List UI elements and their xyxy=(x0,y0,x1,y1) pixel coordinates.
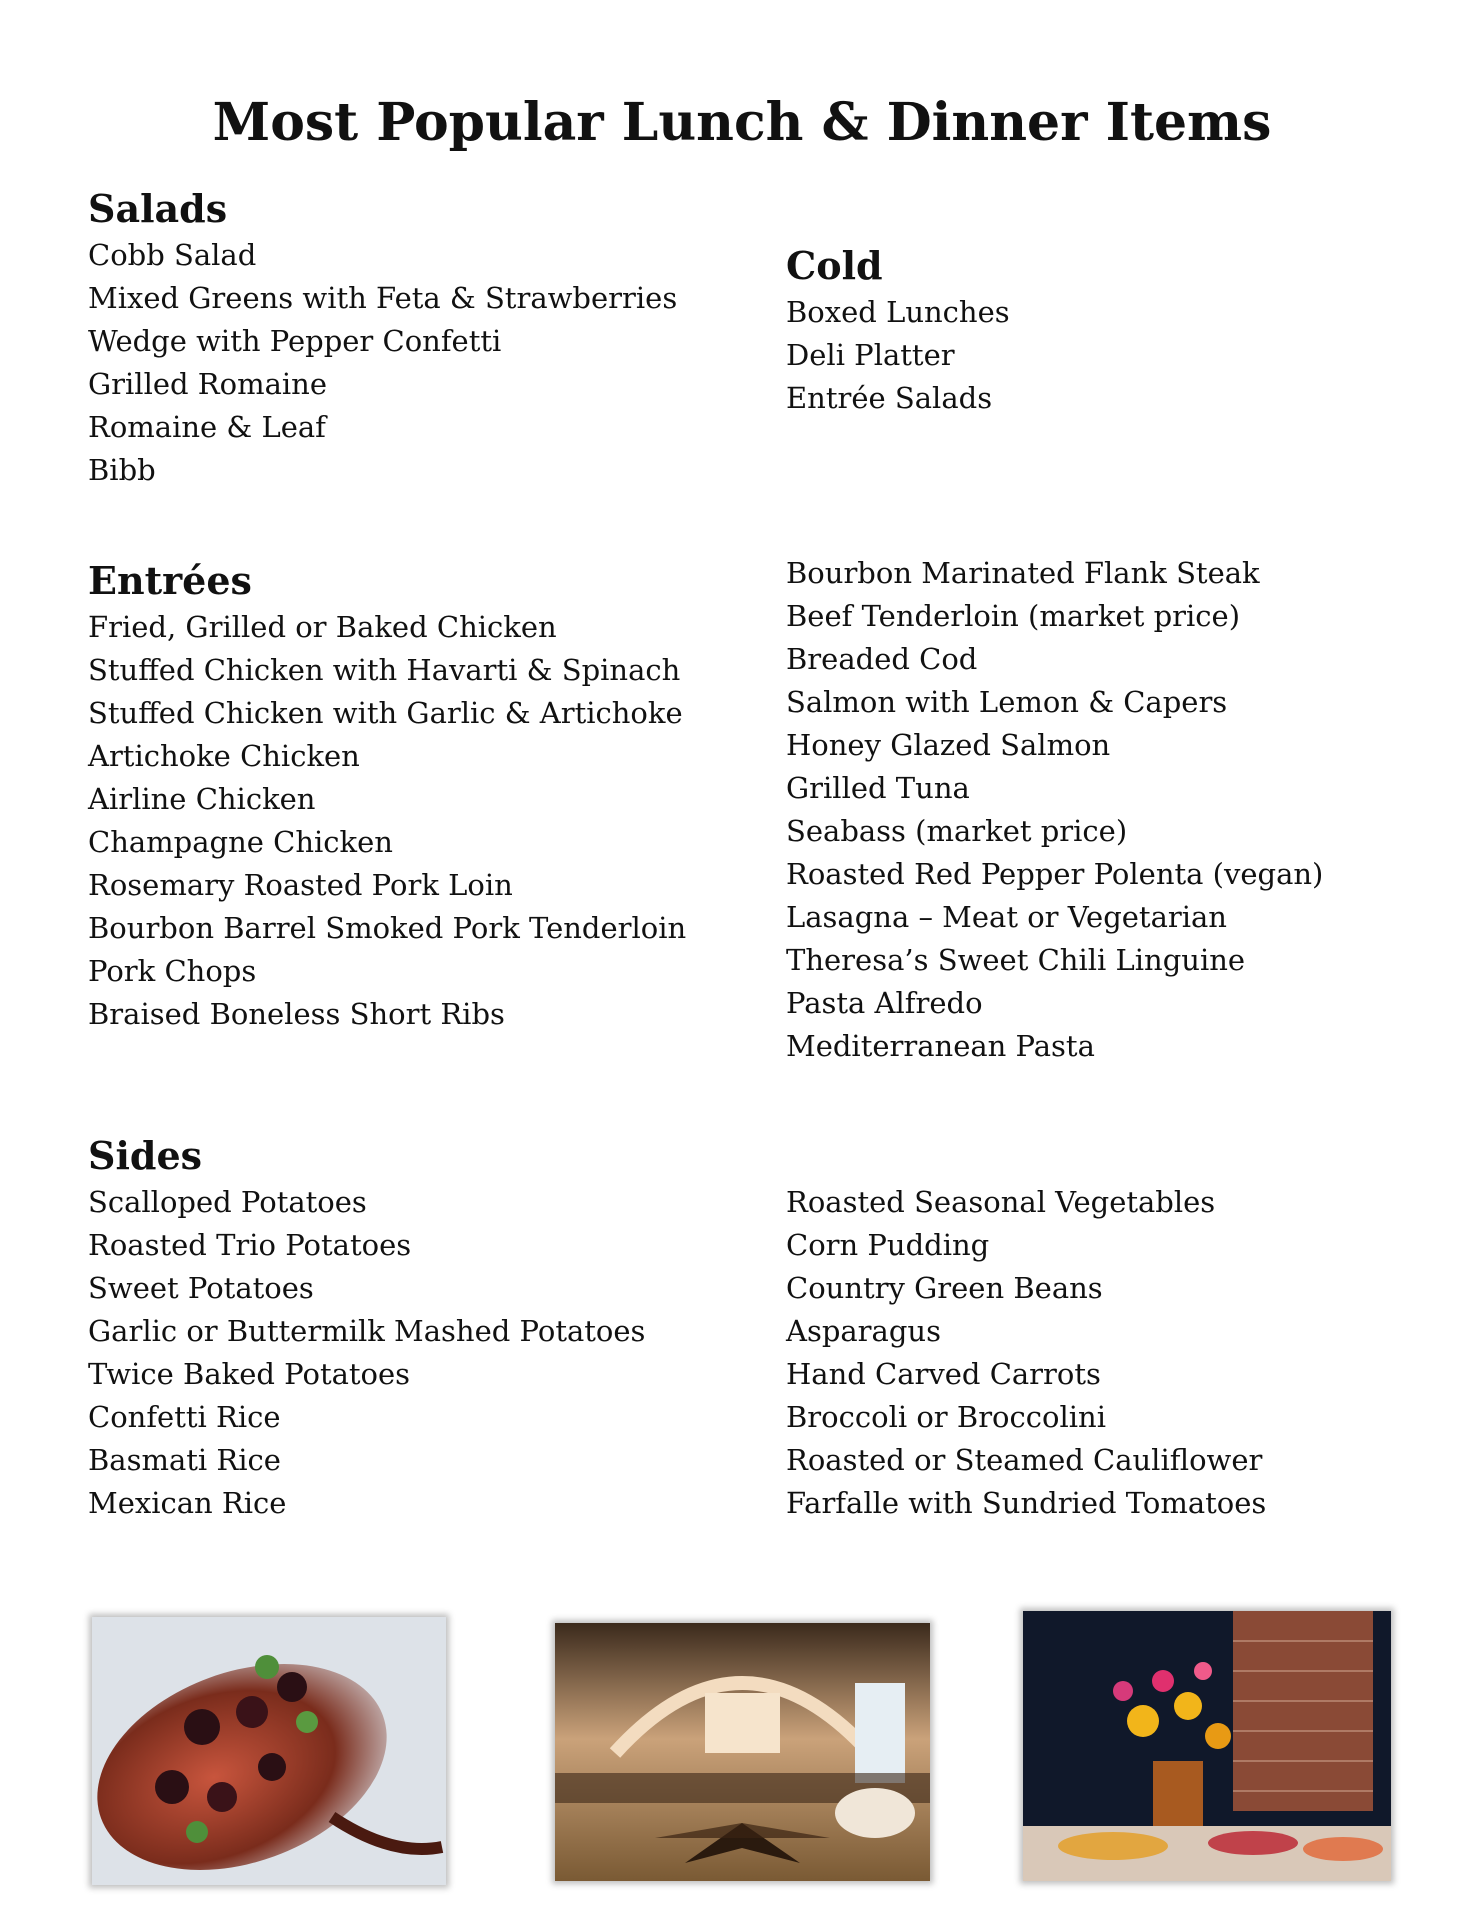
menu-item: Honey Glazed Salmon xyxy=(786,728,1111,762)
menu-item: Lasagna – Meat or Vegetarian xyxy=(786,900,1227,934)
entrees-right-list xyxy=(786,552,1323,1068)
menu-item: Entrée Salads xyxy=(786,381,993,415)
menu-item: Champagne Chicken xyxy=(88,825,393,859)
menu-item: Pork Chops xyxy=(88,954,257,988)
menu-item: Bourbon Barrel Smoked Pork Tenderloin xyxy=(88,911,687,945)
menu-item: Artichoke Chicken xyxy=(88,739,360,773)
menu-item: Stuffed Chicken with Havarti & Spinach xyxy=(88,653,681,687)
menu-item: Rosemary Roasted Pork Loin xyxy=(88,868,513,902)
menu-item: Country Green Beans xyxy=(786,1271,1103,1305)
menu-item: Braised Boneless Short Ribs xyxy=(88,997,505,1031)
menu-item: Basmati Rice xyxy=(88,1443,281,1477)
menu-item: Confetti Rice xyxy=(88,1400,281,1434)
menu-item: Broccoli or Broccolini xyxy=(786,1400,1106,1434)
menu-item: Theresa’s Sweet Chili Linguine xyxy=(786,943,1246,977)
flower-arrangement-photo xyxy=(1023,1611,1391,1881)
menu-item: Beef Tenderloin (market price) xyxy=(786,599,1241,633)
menu-item: Romaine & Leaf xyxy=(88,410,326,444)
cold-list xyxy=(786,291,1010,420)
menu-item: Roasted Seasonal Vegetables xyxy=(786,1185,1216,1219)
menu-item: Bourbon Marinated Flank Steak xyxy=(786,556,1260,590)
pork-tenderloin-photo xyxy=(92,1617,446,1885)
menu-item: Asparagus xyxy=(786,1314,941,1348)
menu-item: Corn Pudding xyxy=(786,1228,990,1262)
menu-item: Salmon with Lemon & Capers xyxy=(786,685,1228,719)
sides-right-list xyxy=(786,1181,1266,1525)
menu-item: Mixed Greens with Feta & Strawberries xyxy=(88,281,678,315)
entrees-left-list xyxy=(88,606,686,1036)
menu-item: Garlic or Buttermilk Mashed Potatoes xyxy=(88,1314,646,1348)
menu-item: Deli Platter xyxy=(786,338,955,372)
salads-list xyxy=(88,234,677,492)
menu-item: Breaded Cod xyxy=(786,642,978,676)
menu-item: Roasted Trio Potatoes xyxy=(88,1228,412,1262)
page-title: Most Popular Lunch & Dinner Items xyxy=(212,92,1272,153)
menu-item: Seabass (market price) xyxy=(786,814,1128,848)
menu-item: Mediterranean Pasta xyxy=(786,1029,1095,1063)
menu-item: Pasta Alfredo xyxy=(786,986,983,1020)
menu-item: Grilled Tuna xyxy=(786,771,970,805)
menu-item: Cobb Salad xyxy=(88,238,257,272)
menu-item: Mexican Rice xyxy=(88,1486,287,1520)
sides-section xyxy=(88,1131,645,1525)
menu-item: Grilled Romaine xyxy=(88,367,327,401)
sides-heading: Sides xyxy=(88,1133,203,1178)
entrees-section xyxy=(88,556,686,1036)
menu-item: Farfalle with Sundried Tomatoes xyxy=(786,1486,1267,1520)
menu-item: Hand Carved Carrots xyxy=(786,1357,1101,1391)
sides-right-section xyxy=(786,1181,1266,1525)
menu-item: Boxed Lunches xyxy=(786,295,1010,329)
menu-item: Stuffed Chicken with Garlic & Artichoke xyxy=(88,696,683,730)
sides-left-list xyxy=(88,1181,645,1525)
menu-item: Twice Baked Potatoes xyxy=(88,1357,411,1391)
menu-item: Scalloped Potatoes xyxy=(88,1185,367,1219)
menu-item: Sweet Potatoes xyxy=(88,1271,314,1305)
ballroom-photo xyxy=(555,1623,930,1881)
menu-item: Wedge with Pepper Confetti xyxy=(88,324,502,358)
menu-item: Bibb xyxy=(88,453,156,487)
entrees-right-section xyxy=(786,552,1323,1068)
menu-item: Airline Chicken xyxy=(88,782,316,816)
salads-heading: Salads xyxy=(88,186,228,231)
cold-heading: Cold xyxy=(786,243,883,288)
menu-item: Fried, Grilled or Baked Chicken xyxy=(88,610,557,644)
cold-section xyxy=(786,241,1010,420)
salads-section xyxy=(88,184,677,492)
menu-item: Roasted Red Pepper Polenta (vegan) xyxy=(786,857,1324,891)
menu-item: Roasted or Steamed Cauliflower xyxy=(786,1443,1263,1477)
entrees-heading: Entrées xyxy=(88,558,252,603)
